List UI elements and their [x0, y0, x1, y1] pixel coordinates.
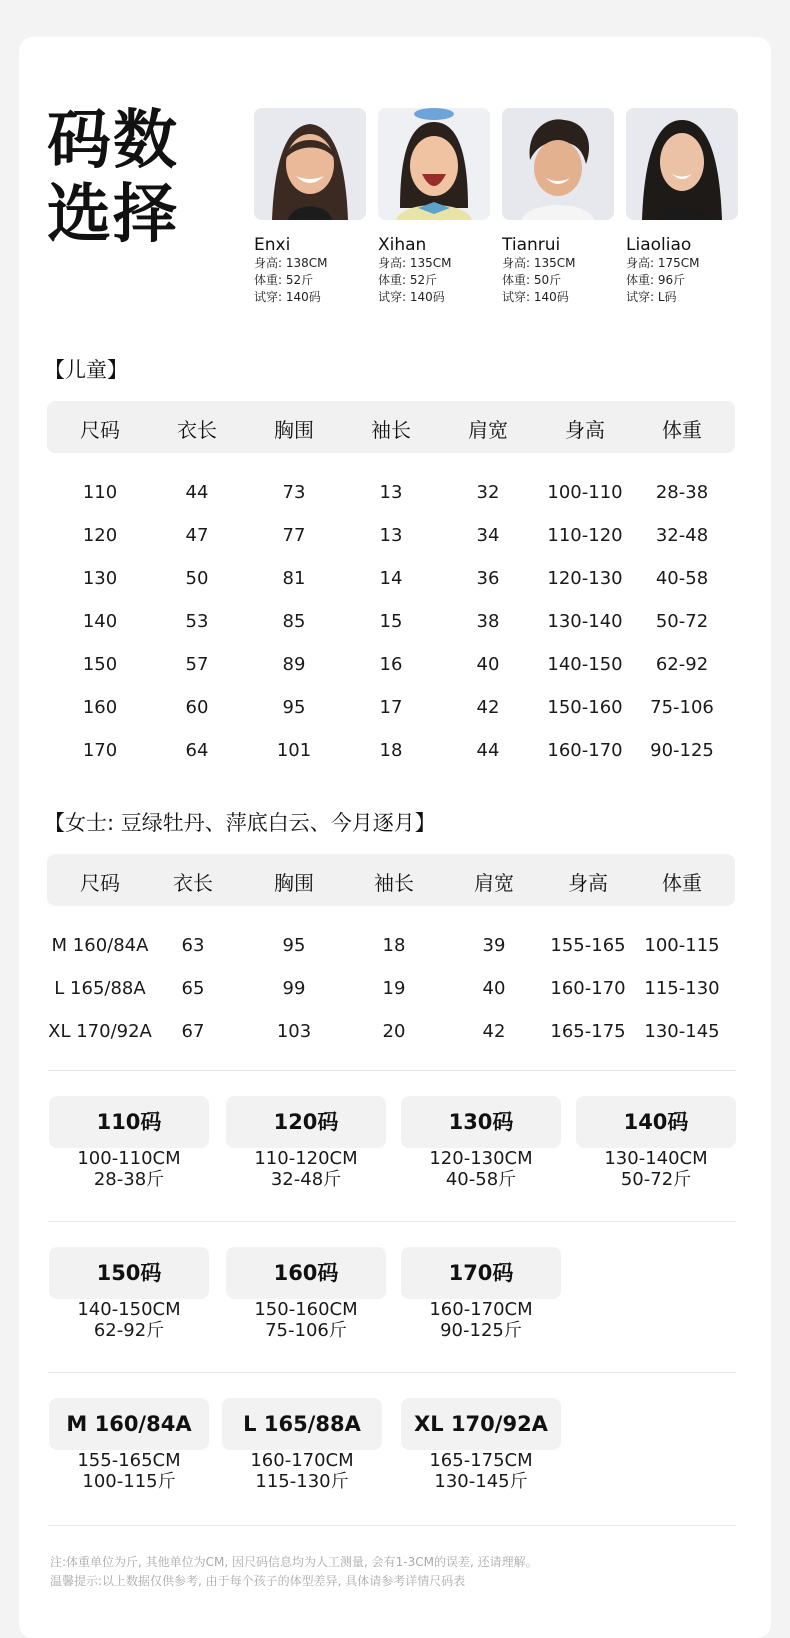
table-cell: 53 — [185, 611, 209, 632]
table-cell: 155-165 — [550, 935, 626, 956]
size-weight-range: 28-38斤 — [93, 1169, 165, 1190]
column-header: 身高 — [568, 871, 608, 895]
divider — [48, 1221, 736, 1222]
size-card — [226, 1247, 386, 1341]
table-cell: 64 — [185, 740, 209, 761]
table-cell: 77 — [282, 525, 306, 546]
table-cell: 160-170 — [547, 740, 623, 761]
table-cell: 18 — [379, 740, 403, 761]
table-cell: 95 — [282, 697, 306, 718]
kids-section-title: 【儿童】 — [44, 358, 128, 382]
size-weight-range: 75-106斤 — [265, 1320, 347, 1341]
size-height-range: 155-165CM — [77, 1450, 181, 1471]
table-cell: L 165/88A — [54, 978, 146, 999]
table-cell: 47 — [185, 525, 209, 546]
table-cell: 18 — [382, 935, 406, 956]
table-cell: 99 — [282, 978, 306, 999]
table-cell: 160-170 — [550, 978, 626, 999]
table-cell: 57 — [185, 654, 209, 675]
column-header: 衣长 — [173, 871, 213, 895]
size-card — [401, 1398, 561, 1492]
table-cell: 50 — [185, 568, 209, 589]
model-photo — [254, 108, 366, 220]
size-weight-range: 40-58斤 — [445, 1169, 517, 1190]
size-card — [576, 1096, 736, 1190]
model-name: Xihan — [378, 235, 427, 255]
model-photo — [502, 108, 614, 220]
table-cell: 81 — [282, 568, 306, 589]
column-header: 胸围 — [274, 871, 314, 895]
table-row — [47, 736, 735, 766]
model-height: 身高: 175CM — [626, 256, 700, 270]
size-card — [226, 1096, 386, 1190]
table-cell: 170 — [82, 740, 118, 761]
table-cell: 90-125 — [650, 740, 714, 761]
model-height: 身高: 138CM — [254, 256, 328, 270]
table-cell: 150-160 — [547, 697, 623, 718]
model-try-size: 试穿: 140码 — [378, 290, 445, 304]
table-row — [47, 1017, 735, 1047]
model-card — [254, 108, 366, 306]
table-cell: 65 — [181, 978, 205, 999]
table-cell: 38 — [476, 611, 500, 632]
table-cell: 42 — [482, 1021, 506, 1042]
table-cell: 130 — [82, 568, 118, 589]
column-header: 袖长 — [374, 871, 414, 895]
size-weight-range: 62-92斤 — [93, 1320, 165, 1341]
size-height-range: 160-170CM — [250, 1450, 354, 1471]
size-weight-range: 130-145斤 — [434, 1471, 528, 1492]
column-header: 尺码 — [80, 871, 120, 895]
table-cell: XL 170/92A — [48, 1021, 152, 1042]
size-chip: 140码 — [576, 1096, 736, 1148]
size-height-range: 165-175CM — [429, 1450, 533, 1471]
table-cell: 140 — [82, 611, 118, 632]
size-weight-range: 100-115斤 — [82, 1471, 176, 1492]
size-height-range: 150-160CM — [254, 1299, 358, 1320]
column-header: 体重 — [662, 418, 702, 442]
table-cell: 16 — [379, 654, 403, 675]
column-header: 胸围 — [274, 418, 314, 442]
model-name: Tianrui — [502, 235, 561, 255]
table-cell: 32 — [476, 482, 500, 503]
table-cell: 20 — [382, 1021, 406, 1042]
table-cell: 150 — [82, 654, 118, 675]
page-title-line2: 选择 — [47, 178, 179, 252]
size-weight-range: 90-125斤 — [440, 1320, 522, 1341]
column-header: 肩宽 — [474, 871, 514, 895]
page-title-line1: 码数 — [47, 104, 179, 178]
table-cell: 110-120 — [547, 525, 623, 546]
size-card — [49, 1096, 209, 1190]
column-header: 衣长 — [177, 418, 217, 442]
table-cell: 67 — [181, 1021, 205, 1042]
table-cell: 120-130 — [547, 568, 623, 589]
table-cell: 165-175 — [550, 1021, 626, 1042]
footnote-tip: 温馨提示:以上数据仅供参考, 由于每个孩子的体型差异, 具体请参考详情尺码表 — [50, 1574, 466, 1588]
model-card — [502, 108, 614, 306]
size-chip: XL 170/92A — [401, 1398, 561, 1450]
model-weight: 体重: 50斤 — [502, 273, 562, 287]
size-chip: M 160/84A — [49, 1398, 209, 1450]
size-chip: 110码 — [49, 1096, 209, 1148]
kids-table-header — [47, 401, 735, 453]
model-name: Liaoliao — [626, 235, 692, 255]
women-table-header — [47, 854, 735, 906]
size-chip: L 165/88A — [222, 1398, 382, 1450]
table-cell: 85 — [282, 611, 306, 632]
table-cell: 28-38 — [655, 482, 709, 503]
table-cell: 140-150 — [547, 654, 623, 675]
table-row — [47, 564, 735, 594]
size-weight-range: 50-72斤 — [620, 1169, 692, 1190]
table-cell: 130-140 — [547, 611, 623, 632]
size-height-range: 100-110CM — [77, 1148, 181, 1169]
table-cell: 15 — [379, 611, 403, 632]
table-row — [47, 931, 735, 961]
size-height-range: 160-170CM — [429, 1299, 533, 1320]
table-cell: 100-110 — [547, 482, 623, 503]
model-card — [626, 108, 738, 306]
table-cell: 32-48 — [655, 525, 709, 546]
table-cell: 40 — [476, 654, 500, 675]
table-cell: 75-106 — [650, 697, 714, 718]
table-cell: 101 — [276, 740, 312, 761]
page-title — [47, 104, 237, 252]
size-chip: 160码 — [226, 1247, 386, 1299]
size-chip: 120码 — [226, 1096, 386, 1148]
divider — [48, 1525, 736, 1526]
model-name: Enxi — [254, 235, 291, 255]
table-cell: 17 — [379, 697, 403, 718]
table-cell: 13 — [379, 482, 403, 503]
model-list — [254, 108, 744, 308]
size-weight-range: 115-130斤 — [255, 1471, 349, 1492]
table-cell: 13 — [379, 525, 403, 546]
table-cell: 110 — [82, 482, 118, 503]
table-cell: 50-72 — [655, 611, 709, 632]
table-cell: 36 — [476, 568, 500, 589]
size-card — [222, 1398, 382, 1492]
table-cell: 120 — [82, 525, 118, 546]
table-row — [47, 693, 735, 723]
column-header: 袖长 — [371, 418, 411, 442]
table-row — [47, 650, 735, 680]
table-cell: 95 — [282, 935, 306, 956]
size-card — [49, 1398, 209, 1492]
model-card — [378, 108, 490, 306]
size-chip: 130码 — [401, 1096, 561, 1148]
table-cell: 63 — [181, 935, 205, 956]
model-photo — [378, 108, 490, 220]
size-height-range: 110-120CM — [254, 1148, 358, 1169]
table-cell: 39 — [482, 935, 506, 956]
table-cell: 115-130 — [644, 978, 720, 999]
footnote-units: 注:体重单位为斤, 其他单位为CM, 因尺码信息均为人工测量, 会有1-3CM的误差, 还请理解。 — [50, 1555, 538, 1569]
model-height: 身高: 135CM — [378, 256, 452, 270]
size-chip: 150码 — [49, 1247, 209, 1299]
table-cell: 40-58 — [655, 568, 709, 589]
table-cell: 44 — [476, 740, 500, 761]
size-height-range: 140-150CM — [77, 1299, 181, 1320]
size-card — [401, 1096, 561, 1190]
size-height-range: 120-130CM — [429, 1148, 533, 1169]
table-cell: 62-92 — [655, 654, 709, 675]
table-row — [47, 607, 735, 637]
table-cell: 160 — [82, 697, 118, 718]
column-header: 尺码 — [80, 418, 120, 442]
table-cell: 34 — [476, 525, 500, 546]
table-cell: 130-145 — [644, 1021, 720, 1042]
table-cell: 42 — [476, 697, 500, 718]
size-card — [49, 1247, 209, 1341]
table-row — [47, 478, 735, 508]
table-cell: 44 — [185, 482, 209, 503]
model-weight: 体重: 96斤 — [626, 273, 686, 287]
size-card — [401, 1247, 561, 1341]
model-try-size: 试穿: 140码 — [502, 290, 569, 304]
model-weight: 体重: 52斤 — [254, 273, 314, 287]
divider — [48, 1372, 736, 1373]
table-cell: 103 — [276, 1021, 312, 1042]
table-cell: 89 — [282, 654, 306, 675]
model-try-size: 试穿: 140码 — [254, 290, 321, 304]
table-cell: M 160/84A — [51, 935, 149, 956]
column-header: 肩宽 — [468, 418, 508, 442]
table-row — [47, 521, 735, 551]
table-cell: 14 — [379, 568, 403, 589]
table-cell: 60 — [185, 697, 209, 718]
column-header: 体重 — [662, 871, 702, 895]
size-chip: 170码 — [401, 1247, 561, 1299]
table-cell: 19 — [382, 978, 406, 999]
divider — [48, 1070, 736, 1071]
model-weight: 体重: 52斤 — [378, 273, 438, 287]
table-cell: 100-115 — [644, 935, 720, 956]
table-cell: 40 — [482, 978, 506, 999]
size-height-range: 130-140CM — [604, 1148, 708, 1169]
model-height: 身高: 135CM — [502, 256, 576, 270]
table-cell: 73 — [282, 482, 306, 503]
size-weight-range: 32-48斤 — [270, 1169, 342, 1190]
column-header: 身高 — [565, 418, 605, 442]
model-try-size: 试穿: L码 — [626, 290, 677, 304]
model-photo — [626, 108, 738, 220]
women-section-title: 【女士: 豆绿牡丹、萍底白云、今月逐月】 — [44, 811, 436, 835]
table-row — [47, 974, 735, 1004]
